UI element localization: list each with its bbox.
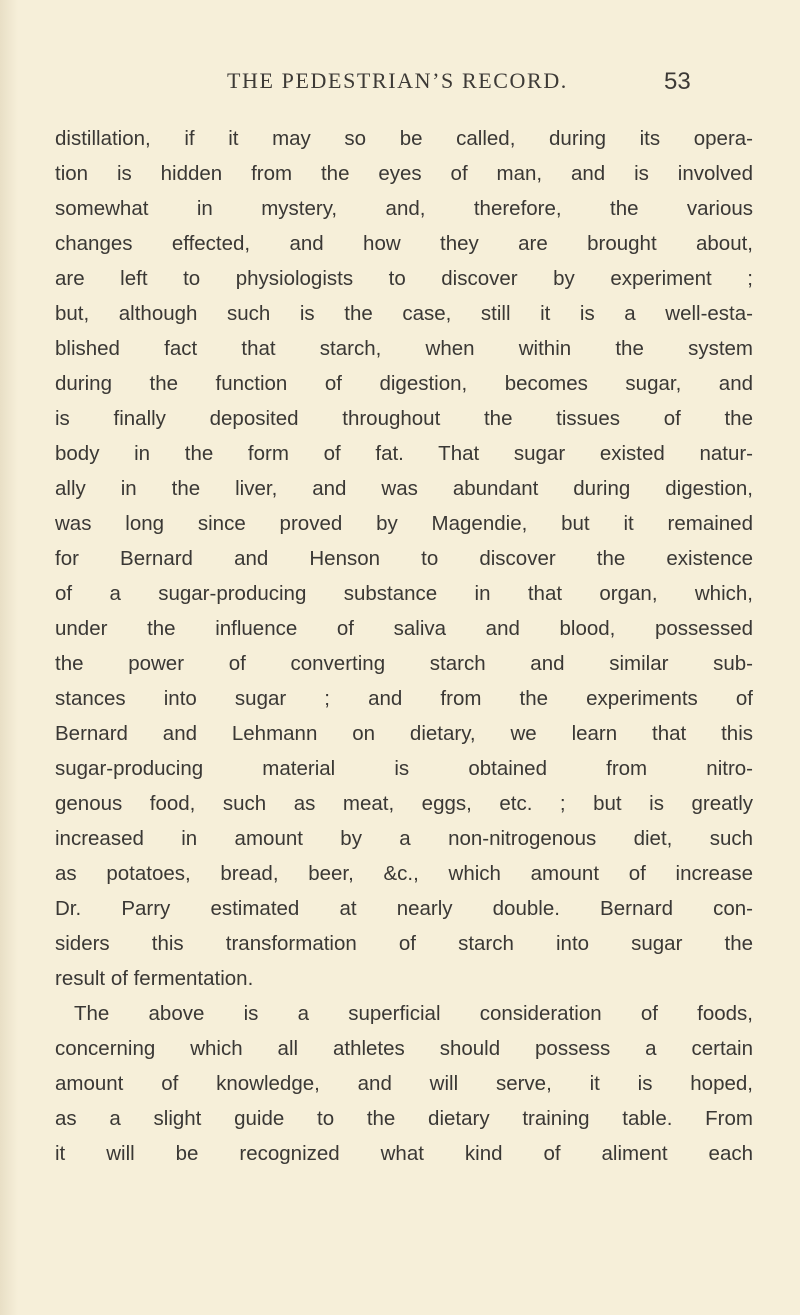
text-line: sugar-producing material is obtained from nitro- — [55, 757, 753, 780]
text-line: was long since proved by Magendie, but it remained — [55, 512, 753, 535]
text-line: distillation, if it may so be called, during its opera- — [55, 127, 753, 150]
text-line: body in the form of fat. That sugar existed natur- — [55, 442, 753, 465]
text-line: increased in amount by a non-nitrogenous diet, such — [55, 827, 753, 850]
text-line: is finally deposited throughout the tissues of the — [55, 407, 753, 430]
text-line: but, although such is the case, still it is a well-esta- — [55, 302, 753, 325]
text-line: Dr. Parry estimated at nearly double. Bernard con- — [55, 897, 753, 920]
text-line: The above is a superficial consideration of foods, — [74, 1002, 753, 1025]
text-line: amount of knowledge, and will serve, it is hoped, — [55, 1072, 753, 1095]
text-line: ally in the liver, and was abundant during digestion, — [55, 477, 753, 500]
page-header — [0, 68, 800, 108]
text-line: as potatoes, bread, beer, &c., which amount of increase — [55, 862, 753, 885]
text-line: for Bernard and Henson to discover the existence — [55, 547, 753, 570]
text-line: genous food, such as meat, eggs, etc. ; but is greatly — [55, 792, 753, 815]
text-line: the power of converting starch and similar sub- — [55, 652, 753, 675]
text-line: under the influence of saliva and blood, possessed — [55, 617, 753, 640]
text-line: as a slight guide to the dietary training table. From — [55, 1107, 753, 1130]
text-line: somewhat in mystery, and, therefore, the various — [55, 197, 753, 220]
text-line: of a sugar-producing substance in that organ, which, — [55, 582, 753, 605]
text-line: Bernard and Lehmann on dietary, we learn that this — [55, 722, 753, 745]
text-line: stances into sugar ; and from the experiments of — [55, 687, 753, 710]
running-title: THE PEDESTRIAN’S RECORD. — [227, 68, 568, 93]
text-line: it will be recognized what kind of aliment each — [55, 1142, 753, 1165]
page-number: 53 — [664, 68, 691, 95]
text-line: tion is hidden from the eyes of man, and is involved — [55, 162, 753, 185]
text-line: during the function of digestion, becomes sugar, and — [55, 372, 753, 395]
text-line: are left to physiologists to discover by experiment ; — [55, 267, 753, 290]
text-line: result of fermentation. — [55, 967, 254, 990]
text-line: blished fact that starch, when within the system — [55, 337, 753, 360]
text-line: concerning which all athletes should possess a certain — [55, 1037, 753, 1060]
text-line: changes effected, and how they are brought about, — [55, 232, 753, 255]
text-line: siders this transformation of starch into sugar the — [55, 932, 753, 955]
